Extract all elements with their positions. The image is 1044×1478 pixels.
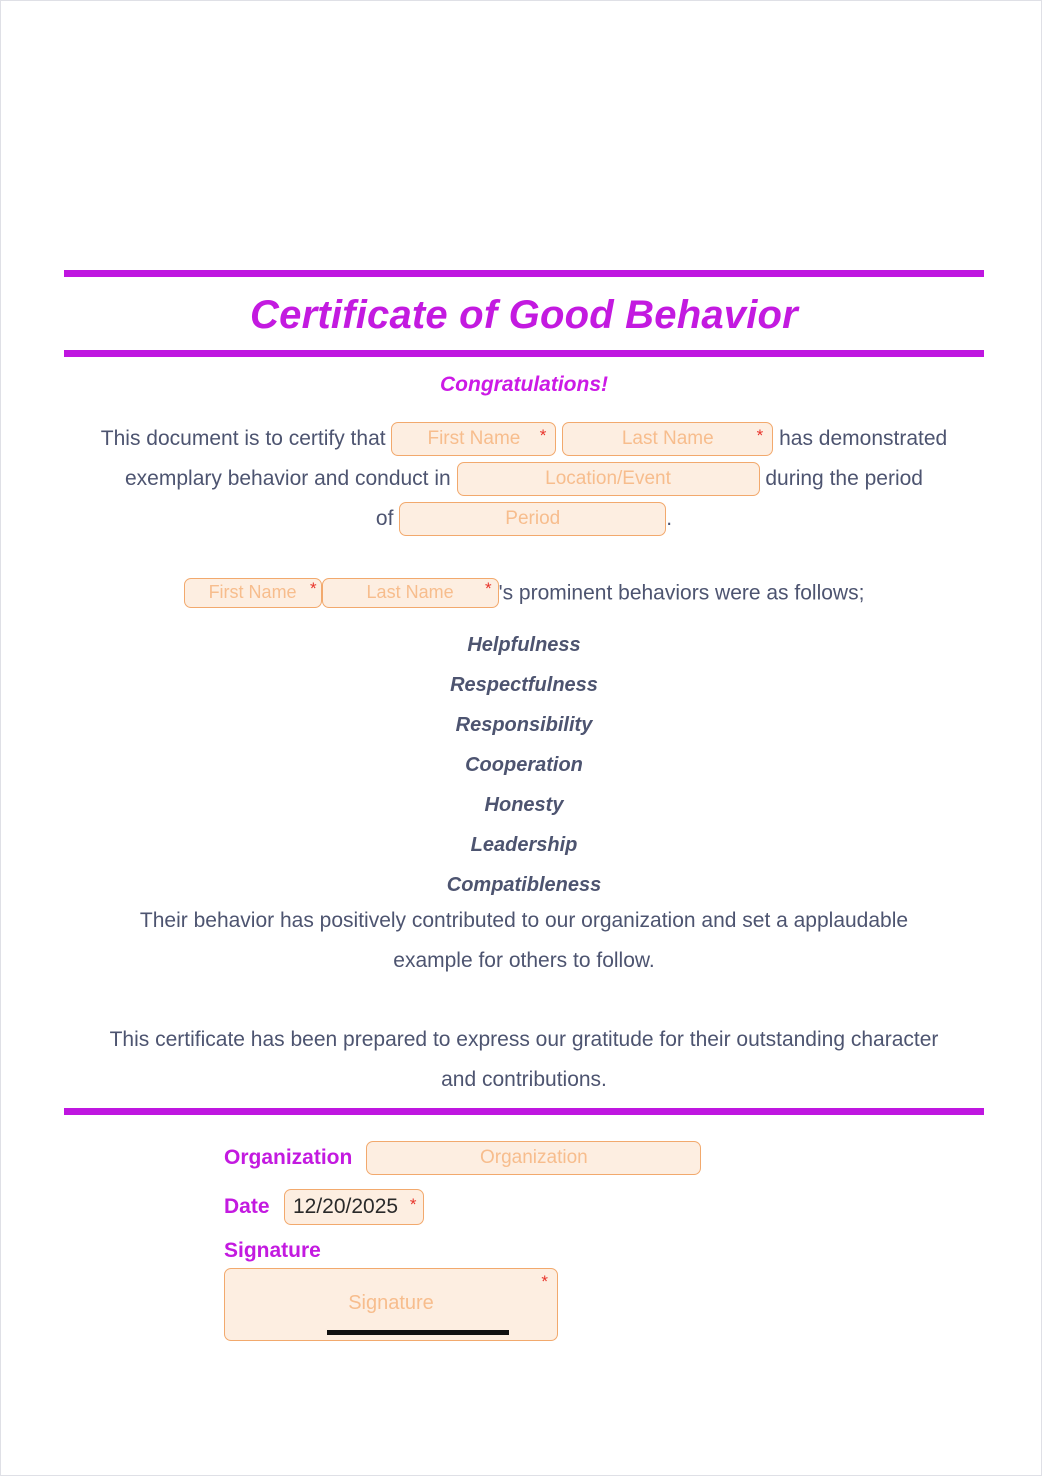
organization-label: Organization [224,1146,353,1169]
behaviors-intro-suffix: 's prominent behaviors were as follows; [498,581,865,605]
first-name-field-2[interactable] [184,578,322,608]
organization-field[interactable] [366,1141,701,1175]
period-text-suffix: . [666,507,673,530]
first-name-field-1[interactable] [391,422,556,456]
list-item: Compatibleness [446,874,602,896]
list-item: Honesty [484,794,564,816]
certify-text-suffix: has demonstrated [773,427,948,450]
signature-placeholder: Signature [348,1292,434,1314]
behaviors-list [64,625,984,905]
date-field[interactable] [284,1189,424,1225]
behaviors-intro-row [64,576,984,610]
list-item: Responsibility [455,714,593,736]
last-name-field-1[interactable] [562,422,773,456]
header-rule-bottom [64,350,984,357]
list-item: Leadership [470,834,578,856]
required-asterisk: * [409,1195,417,1214]
last-name-placeholder-1: Last Name [621,428,714,450]
certify-paragraph [64,419,984,539]
last-name-placeholder-2: Last Name [366,582,454,603]
signature-field[interactable] [224,1268,558,1341]
certificate-sheet [64,1,984,1475]
closing-paragraph-1 [64,901,984,981]
closing-paragraph-2-line-2: and contributions. [441,1068,607,1091]
required-asterisk: * [756,426,764,446]
first-name-placeholder-1: First Name [427,428,521,450]
signature-section [224,1141,984,1341]
period-text-prefix: of [375,507,400,530]
header-rule-top [64,270,984,277]
certify-text-prefix: This document is to certify that [100,427,392,450]
list-item: Cooperation [465,754,583,776]
required-asterisk: * [541,1272,548,1291]
closing-paragraph-2-line-1: This certificate has been prepared to express our gratitude for their outstanding character [109,1028,939,1051]
period-placeholder: Period [505,508,561,530]
footer-rule [64,1108,984,1115]
closing-paragraph-1-line-2: example for others to follow. [393,949,655,972]
closing-paragraph-2 [64,1020,984,1100]
required-asterisk: * [539,426,547,446]
organization-row [224,1141,984,1175]
conduct-text-suffix: during the period [759,467,923,490]
signature-baseline [327,1330,509,1335]
list-item: Helpfulness [467,634,581,656]
closing-paragraph-1-line-1: Their behavior has positively contributed to our organization and set a applaudable [139,909,909,932]
location-event-field[interactable] [457,462,760,496]
conduct-text-prefix: exemplary behavior and conduct in [125,467,457,490]
required-asterisk: * [309,579,317,599]
period-field[interactable] [399,502,666,536]
list-item: Respectfulness [450,674,598,696]
signature-label: Signature [224,1239,321,1262]
page-title: Certificate of Good Behavior [250,293,798,337]
signature-block [224,1239,984,1341]
congratulations-heading: Congratulations! [440,373,608,396]
date-value: 12/20/2025 [292,1195,399,1218]
first-name-placeholder-2: First Name [208,582,297,603]
date-label: Date [224,1195,270,1218]
date-row [224,1189,984,1225]
organization-placeholder: Organization [479,1147,588,1168]
required-asterisk: * [484,579,492,599]
location-event-placeholder: Location/Event [545,468,671,490]
last-name-field-2[interactable] [322,578,499,608]
